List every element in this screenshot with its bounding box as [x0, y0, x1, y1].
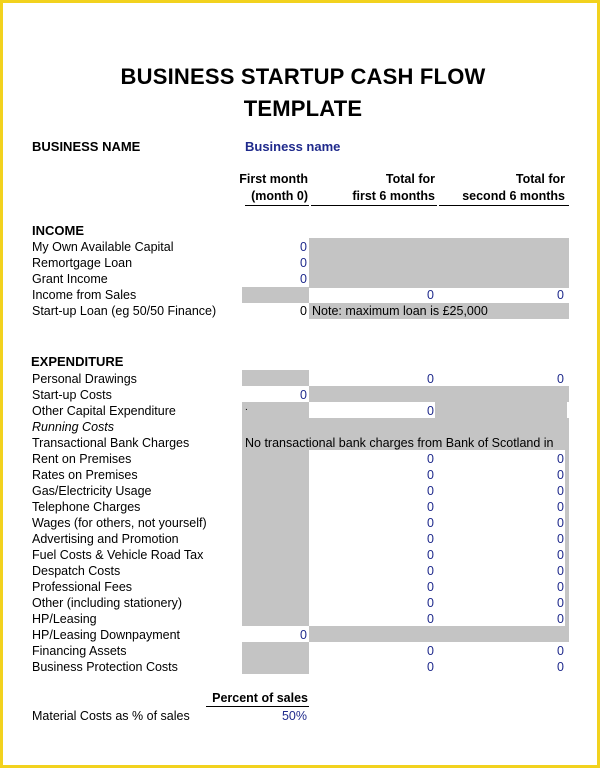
running-costs-subheading: Running Costs [32, 420, 114, 434]
expense-second6-cell[interactable]: 0 [557, 516, 564, 530]
col-header-underline [311, 205, 437, 206]
expense-row-label: HP/Leasing [32, 612, 97, 626]
col-header-underline [206, 706, 309, 707]
shaded-block [242, 287, 309, 303]
income-m0-cell[interactable]: 0 [300, 272, 307, 286]
expense-row-label: Fuel Costs & Vehicle Road Tax [32, 548, 204, 562]
expense-first6-cell[interactable]: 0 [427, 404, 434, 418]
expense-m0-cell[interactable]: 0 [300, 628, 307, 642]
expense-first6-cell[interactable]: 0 [427, 660, 434, 674]
expense-row-label: Other Capital Expenditure [32, 404, 176, 418]
income-m0-cell[interactable]: 0 [300, 256, 307, 270]
income-second6-cell[interactable]: 0 [557, 288, 564, 302]
expense-first6-cell[interactable]: 0 [427, 564, 434, 578]
col-header-underline [245, 205, 309, 206]
expense-row-label: Rates on Premises [32, 468, 138, 482]
income-row-label: Start-up Loan (eg 50/50 Finance) [32, 304, 217, 318]
income-m0-cell[interactable]: 0 [300, 304, 307, 318]
expense-second6-cell[interactable]: 0 [557, 372, 564, 386]
expense-second6-cell[interactable]: 0 [557, 548, 564, 562]
shaded-block [309, 238, 569, 288]
business-name-label: BUSINESS NAME [32, 139, 141, 154]
material-costs-label: Material Costs as % of sales [32, 709, 190, 723]
expense-m0-cell[interactable]: 0 [300, 388, 307, 402]
expense-second6-cell[interactable]: 0 [557, 580, 564, 594]
expense-second6-cell[interactable]: 0 [557, 452, 564, 466]
expense-first6-cell[interactable]: 0 [427, 612, 434, 626]
cell-marker: . [245, 402, 248, 413]
shaded-block [242, 642, 309, 674]
expense-second6-cell[interactable]: 0 [557, 564, 564, 578]
col-header-first-month: First month (month 0) [239, 172, 308, 203]
expense-first6-cell[interactable]: 0 [427, 580, 434, 594]
shaded-block [309, 386, 569, 402]
expense-first6-cell[interactable]: 0 [427, 644, 434, 658]
expense-row-label: Start-up Costs [32, 388, 112, 402]
expense-first6-cell[interactable]: 0 [427, 596, 434, 610]
expense-row-label: Financing Assets [32, 644, 127, 658]
income-row-label: Remortgage Loan [32, 256, 133, 270]
expense-row-label: HP/Leasing Downpayment [32, 628, 180, 642]
business-name-cell[interactable]: Business name [245, 139, 341, 154]
bank-charges-note: No transactional bank charges from Bank of Scotland in [245, 436, 554, 450]
expense-second6-cell[interactable]: 0 [557, 468, 564, 482]
expense-row-label: Professional Fees [32, 580, 133, 594]
expense-row-label: Despatch Costs [32, 564, 121, 578]
expense-second6-cell[interactable]: 0 [557, 596, 564, 610]
material-costs-percent-cell[interactable]: 50% [281, 709, 307, 723]
income-first6-cell[interactable]: 0 [427, 288, 434, 302]
col-header-second-6: Total for second 6 months [462, 172, 565, 203]
expense-second6-cell[interactable]: 0 [557, 612, 564, 626]
expense-second6-cell[interactable]: 0 [557, 660, 564, 674]
expense-second6-cell[interactable]: 0 [557, 644, 564, 658]
expense-row-label: Transactional Bank Charges [32, 436, 190, 450]
percent-of-sales-header: Percent of sales [212, 691, 308, 705]
shaded-block [309, 626, 569, 642]
expense-second6-cell[interactable]: 0 [557, 500, 564, 514]
income-row-label: Income from Sales [32, 288, 137, 302]
spreadsheet-sheet [3, 3, 597, 765]
expense-first6-cell[interactable]: 0 [427, 516, 434, 530]
title-line-1: BUSINESS STARTUP CASH FLOW [120, 64, 486, 89]
expense-row-label: Business Protection Costs [32, 660, 178, 674]
expense-second6-cell[interactable]: 0 [557, 484, 564, 498]
loan-note: Note: maximum loan is £25,000 [312, 304, 488, 318]
shaded-block [242, 370, 309, 386]
expense-first6-cell[interactable]: 0 [427, 468, 434, 482]
shaded-edge [565, 450, 569, 626]
expense-first6-cell[interactable]: 0 [427, 452, 434, 466]
expense-row-label: Other (including stationery) [32, 596, 183, 610]
expense-first6-cell[interactable]: 0 [427, 500, 434, 514]
expense-row-label: Gas/Electricity Usage [32, 484, 152, 498]
col-header-underline [439, 205, 569, 206]
col-header-first-6: Total for first 6 months [352, 172, 435, 203]
income-m0-cell[interactable]: 0 [300, 240, 307, 254]
income-row-label: Grant Income [32, 272, 108, 286]
income-row-label: My Own Available Capital [32, 240, 174, 254]
page-title [3, 61, 597, 125]
expense-first6-cell[interactable]: 0 [427, 532, 434, 546]
shaded-block [242, 402, 309, 418]
expense-row-label: Advertising and Promotion [32, 532, 179, 546]
expense-row-label: Rent on Premises [32, 452, 132, 466]
expenditure-heading: EXPENDITURE [31, 354, 124, 369]
expense-first6-cell[interactable]: 0 [427, 484, 434, 498]
shaded-column [242, 450, 309, 626]
expense-row-label: Wages (for others, not yourself) [32, 516, 207, 530]
expense-row-label: Telephone Charges [32, 500, 141, 514]
expense-first6-cell[interactable]: 0 [427, 372, 434, 386]
expense-row-label: Personal Drawings [32, 372, 137, 386]
income-heading: INCOME [32, 223, 84, 238]
shaded-block [435, 402, 567, 418]
expense-first6-cell[interactable]: 0 [427, 548, 434, 562]
expense-second6-cell[interactable]: 0 [557, 532, 564, 546]
title-line-2: TEMPLATE [243, 96, 363, 121]
